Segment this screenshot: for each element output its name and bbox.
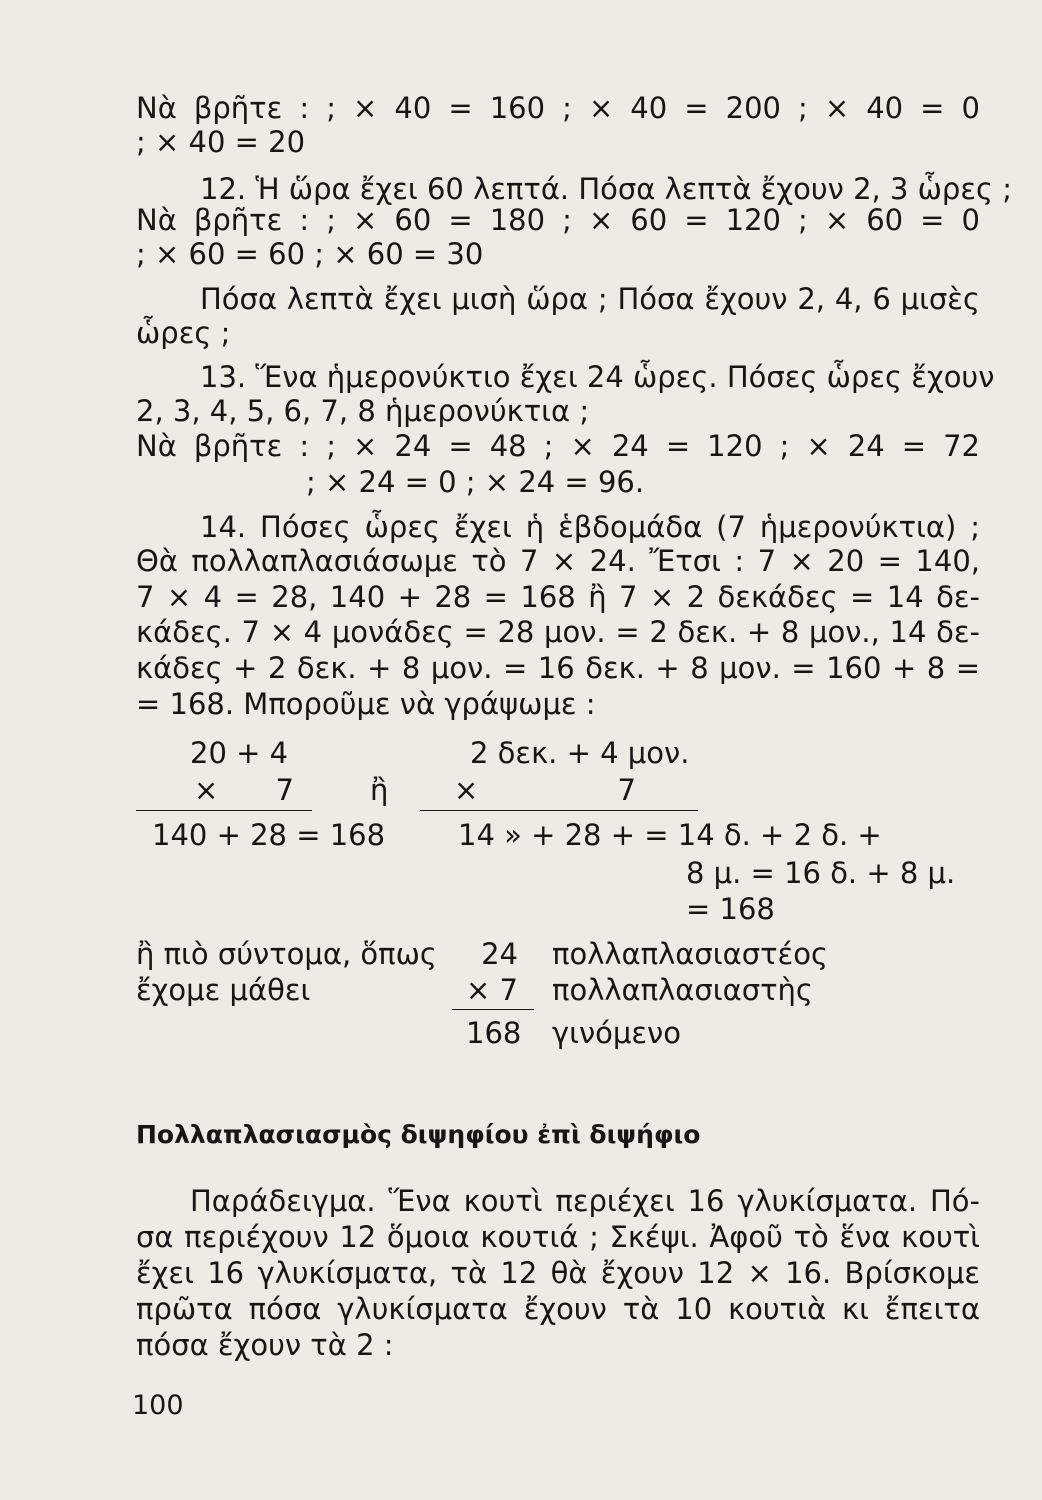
- calc-a-result: 140 + 28 = 168: [152, 818, 386, 852]
- short-multiplier: × 7: [466, 973, 518, 1007]
- paragraph-line: ἔχει 16 γλυκίσματα, τὰ 12 θὰ ἔχουν 12 × 16. Βρίσκομε: [136, 1256, 980, 1290]
- text-line: Πόσα λεπτὰ ἔχει μισὴ ὥρα ; Πόσα ἔχουν 2, 4, 6 μισὲς: [200, 282, 980, 316]
- calc-or: ἢ: [370, 773, 389, 807]
- text-line: κάδες. 7 × 4 μονάδες = 28 μον. = 2 δεκ. + 8 μον., 14 δε-: [136, 615, 980, 649]
- text-line: 14. Πόσες ὧρες ἔχει ἡ ἑβδομάδα (7 ἡμερονύκτια) ;: [200, 510, 980, 544]
- short-product: 168: [466, 1016, 522, 1050]
- text-line: Θὰ πολλαπλασιάσωμε τὸ 7 × 24. Ἔτσι : 7 × 20 = 140,: [136, 544, 980, 578]
- paragraph-line: σα περιέχουν 12 ὅμοια κουτιά ; Σκέψι. Ἀφοῦ τὸ ἕνα κουτὶ: [136, 1220, 980, 1254]
- text-line: ; × 60 = 60 ; × 60 = 30: [136, 237, 484, 271]
- calc-b-result-cont: 8 μ. = 16 δ. + 8 μ.: [686, 856, 956, 890]
- text-line: ; × 40 = 20: [136, 125, 306, 159]
- calc-b-multiplier: × 7: [454, 773, 636, 807]
- calc-a-rule: [136, 810, 312, 811]
- text-line: ; × 24 = 0 ; × 24 = 96.: [306, 465, 645, 499]
- text-line: = 168. Μποροῦμε νὰ γράψωμε :: [136, 687, 596, 721]
- text-line: ὧρες ;: [136, 316, 231, 350]
- text-line: 13. Ἕνα ἡμερονύκτιο ἔχει 24 ὧρες. Πόσες ὧρες ἔχουν: [200, 360, 995, 394]
- text-line: κάδες + 2 δεκ. + 8 μον. = 16 δεκ. + 8 μον. = 160 + 8 =: [136, 651, 980, 685]
- calc-a-multiplicand: 20 + 4: [190, 736, 289, 770]
- page-number: 100: [132, 1390, 184, 1421]
- text-line: 12. Ἡ ὥρα ἔχει 60 λεπτά. Πόσα λεπτὰ ἔχουν 2, 3 ὧρες ;: [200, 172, 1013, 206]
- text-line: Νὰ βρῆτε : ; × 24 = 48 ; × 24 = 120 ; × 24 = 72: [136, 429, 980, 463]
- text-line: 7 × 4 = 28, 140 + 28 = 168 ἢ 7 × 2 δεκάδες = 14 δε-: [136, 580, 980, 614]
- calc-b-result: 14 » + 28 + = 14 δ. + 2 δ. +: [458, 818, 882, 852]
- calc-b-rule: [420, 810, 698, 811]
- section-heading: Πολλαπλασιασμὸς διψηφίου ἐπὶ διψήφιο: [136, 1120, 701, 1149]
- paragraph-line: Παράδειγμα. Ἕνα κουτὶ περιέχει 16 γλυκίσματα. Πό-: [190, 1184, 980, 1218]
- short-label: πολλαπλασιαστὴς: [552, 973, 813, 1007]
- text-line: Νὰ βρῆτε : ; × 40 = 160 ; × 40 = 200 ; × 40 = 0: [136, 91, 980, 125]
- short-label: γινόμενο: [552, 1016, 681, 1050]
- short-label: πολλαπλασιαστέος: [552, 937, 828, 971]
- short-multiplicand: 24: [481, 937, 518, 971]
- short-text: ἢ πιὸ σύντομα, ὅπως: [136, 937, 437, 971]
- short-text: ἔχομε μάθει: [136, 973, 311, 1007]
- paragraph-line: πόσα ἔχουν τὰ 2 :: [136, 1328, 394, 1362]
- text-line: Νὰ βρῆτε : ; × 60 = 180 ; × 60 = 120 ; × 60 = 0: [136, 203, 980, 237]
- paragraph-line: πρῶτα πόσα γλυκίσματα ἔχουν τὰ 10 κουτιὰ κι ἔπειτα: [136, 1292, 980, 1326]
- calc-a-multiplier: × 7: [194, 773, 294, 807]
- calc-b-result-total: = 168: [686, 892, 775, 926]
- calc-b-multiplicand: 2 δεκ. + 4 μον.: [470, 736, 690, 770]
- short-rule: [452, 1009, 534, 1010]
- text-line: 2, 3, 4, 5, 6, 7, 8 ἡμερονύκτια ;: [136, 394, 590, 428]
